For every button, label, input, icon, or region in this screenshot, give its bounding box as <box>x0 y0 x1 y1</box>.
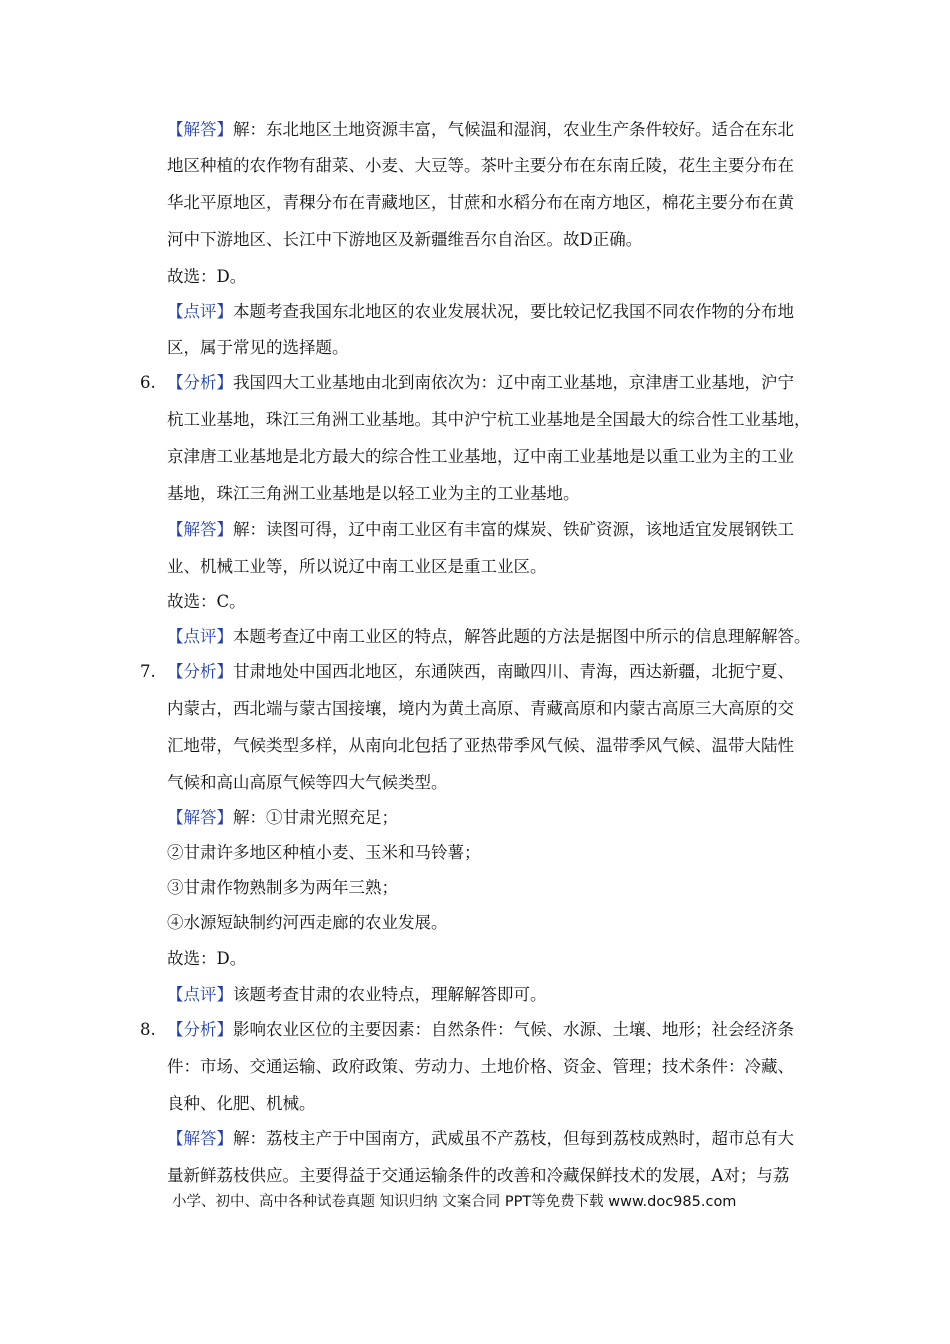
q8-analysis-line-3: 良种、化肥、机械。 <box>167 1094 316 1113</box>
q6-choice: 故选：C。 <box>167 592 246 611</box>
q5-answer-line-2: 地区种植的农作物有甜菜、小麦、大豆等。茶叶主要分布在东南丘陵，花生主要分布在 <box>167 156 794 175</box>
q5-answer-line-1: 【解答】解：东北地区土地资源丰富，气候温和湿润，农业生产条件较好。适合在东北 <box>167 120 794 139</box>
analysis-tag: 【分析】 <box>167 662 233 681</box>
q7-analysis-line-3: 汇地带，气候类型多样，从南向北包括了亚热带季风气候、温带季风气候、温带大陆性 <box>167 736 794 755</box>
q5-answer-line-4: 河中下游地区、长江中下游地区及新疆维吾尔自治区。故D正确。 <box>167 230 643 249</box>
q7-answer-item-4: ④水源短缺制约河西走廊的农业发展。 <box>167 913 448 932</box>
analysis-tag: 【分析】 <box>167 1020 233 1039</box>
q8-number: 8. <box>140 1020 156 1039</box>
q7-analysis-line-2: 内蒙古，西北端与蒙古国接壤，境内为黄土高原、青藏高原和内蒙古高原三大高原的交 <box>167 699 794 718</box>
q7-comment: 【点评】该题考查甘肃的农业特点，理解解答即可。 <box>167 985 547 1004</box>
q7-analysis-line-4: 气候和高山高原气候等四大气候类型。 <box>167 773 448 792</box>
q7-answer-line-1: 【解答】解：①甘肃光照充足； <box>167 808 398 827</box>
answer-tag: 【解答】 <box>167 808 233 827</box>
answer-tag: 【解答】 <box>167 520 233 539</box>
answer-tag: 【解答】 <box>167 1129 233 1148</box>
q6-answer-line-1: 【解答】解：读图可得，辽中南工业区有丰富的煤炭、铁矿资源，该地适宜发展钢铁工 <box>167 520 794 539</box>
q6-analysis-line-4: 基地，珠江三角洲工业基地是以轻工业为主的工业基地。 <box>167 484 580 503</box>
q8-answer-line-1: 【解答】解：荔枝主产于中国南方，武威虽不产荔枝，但每到荔枝成熟时，超市总有大 <box>167 1129 794 1148</box>
q5-comment-line-2: 区，属于常见的选择题。 <box>167 338 349 357</box>
q7-answer-item-3: ③甘肃作物熟制多为两年三熟； <box>167 878 398 897</box>
q7-number: 7. <box>140 662 156 681</box>
q5-answer-line-3: 华北平原地区，青稞分布在青藏地区，甘蔗和水稻分布在南方地区，棉花主要分布在黄 <box>167 193 794 212</box>
comment-tag: 【点评】 <box>167 985 233 1004</box>
q7-answer-item-2: ②甘肃许多地区种植小麦、玉米和马铃薯； <box>167 843 481 862</box>
q7-choice: 故选：D。 <box>167 949 247 968</box>
q5-comment-line-1: 【点评】本题考查我国东北地区的农业发展状况，要比较记忆我国不同农作物的分布地 <box>167 302 794 321</box>
q6-analysis-line-2: 杭工业基地，珠江三角洲工业基地。其中沪宁杭工业基地是全国最大的综合性工业基地， <box>167 410 811 429</box>
q8-analysis-line-2: 件：市场、交通运输、政府政策、劳动力、土地价格、资金、管理；技术条件：冷藏、 <box>167 1057 794 1076</box>
q6-analysis-line-1: 【分析】我国四大工业基地由北到南依次为：辽中南工业基地，京津唐工业基地，沪宁 <box>167 373 794 392</box>
q6-number: 6. <box>140 373 156 392</box>
answer-tag: 【解答】 <box>167 120 233 139</box>
comment-tag: 【点评】 <box>167 302 233 321</box>
page-footer: 小学、初中、高中各种试卷真题 知识归纳 文案合同 PPT等免费下载 www.doc985.com <box>172 1194 737 1210</box>
comment-tag: 【点评】 <box>167 627 233 646</box>
q6-comment: 【点评】本题考查辽中南工业区的特点，解答此题的方法是据图中所示的信息理解解答。 <box>167 627 811 646</box>
analysis-tag: 【分析】 <box>167 373 233 392</box>
q8-analysis-line-1: 【分析】影响农业区位的主要因素：自然条件：气候、水源、土壤、地形；社会经济条 <box>167 1020 794 1039</box>
q8-answer-line-2: 量新鲜荔枝供应。主要得益于交通运输条件的改善和冷藏保鲜技术的发展，A对；与荔 <box>167 1166 790 1185</box>
q5-choice: 故选：D。 <box>167 267 247 286</box>
q6-answer-line-2: 业、机械工业等，所以说辽中南工业区是重工业区。 <box>167 557 547 576</box>
q7-analysis-line-1: 【分析】甘肃地处中国西北地区，东通陕西，南瞰四川、青海，西达新疆，北扼宁夏、 <box>167 662 794 681</box>
q6-analysis-line-3: 京津唐工业基地是北方最大的综合性工业基地，辽中南工业基地是以重工业为主的工业 <box>167 447 794 466</box>
